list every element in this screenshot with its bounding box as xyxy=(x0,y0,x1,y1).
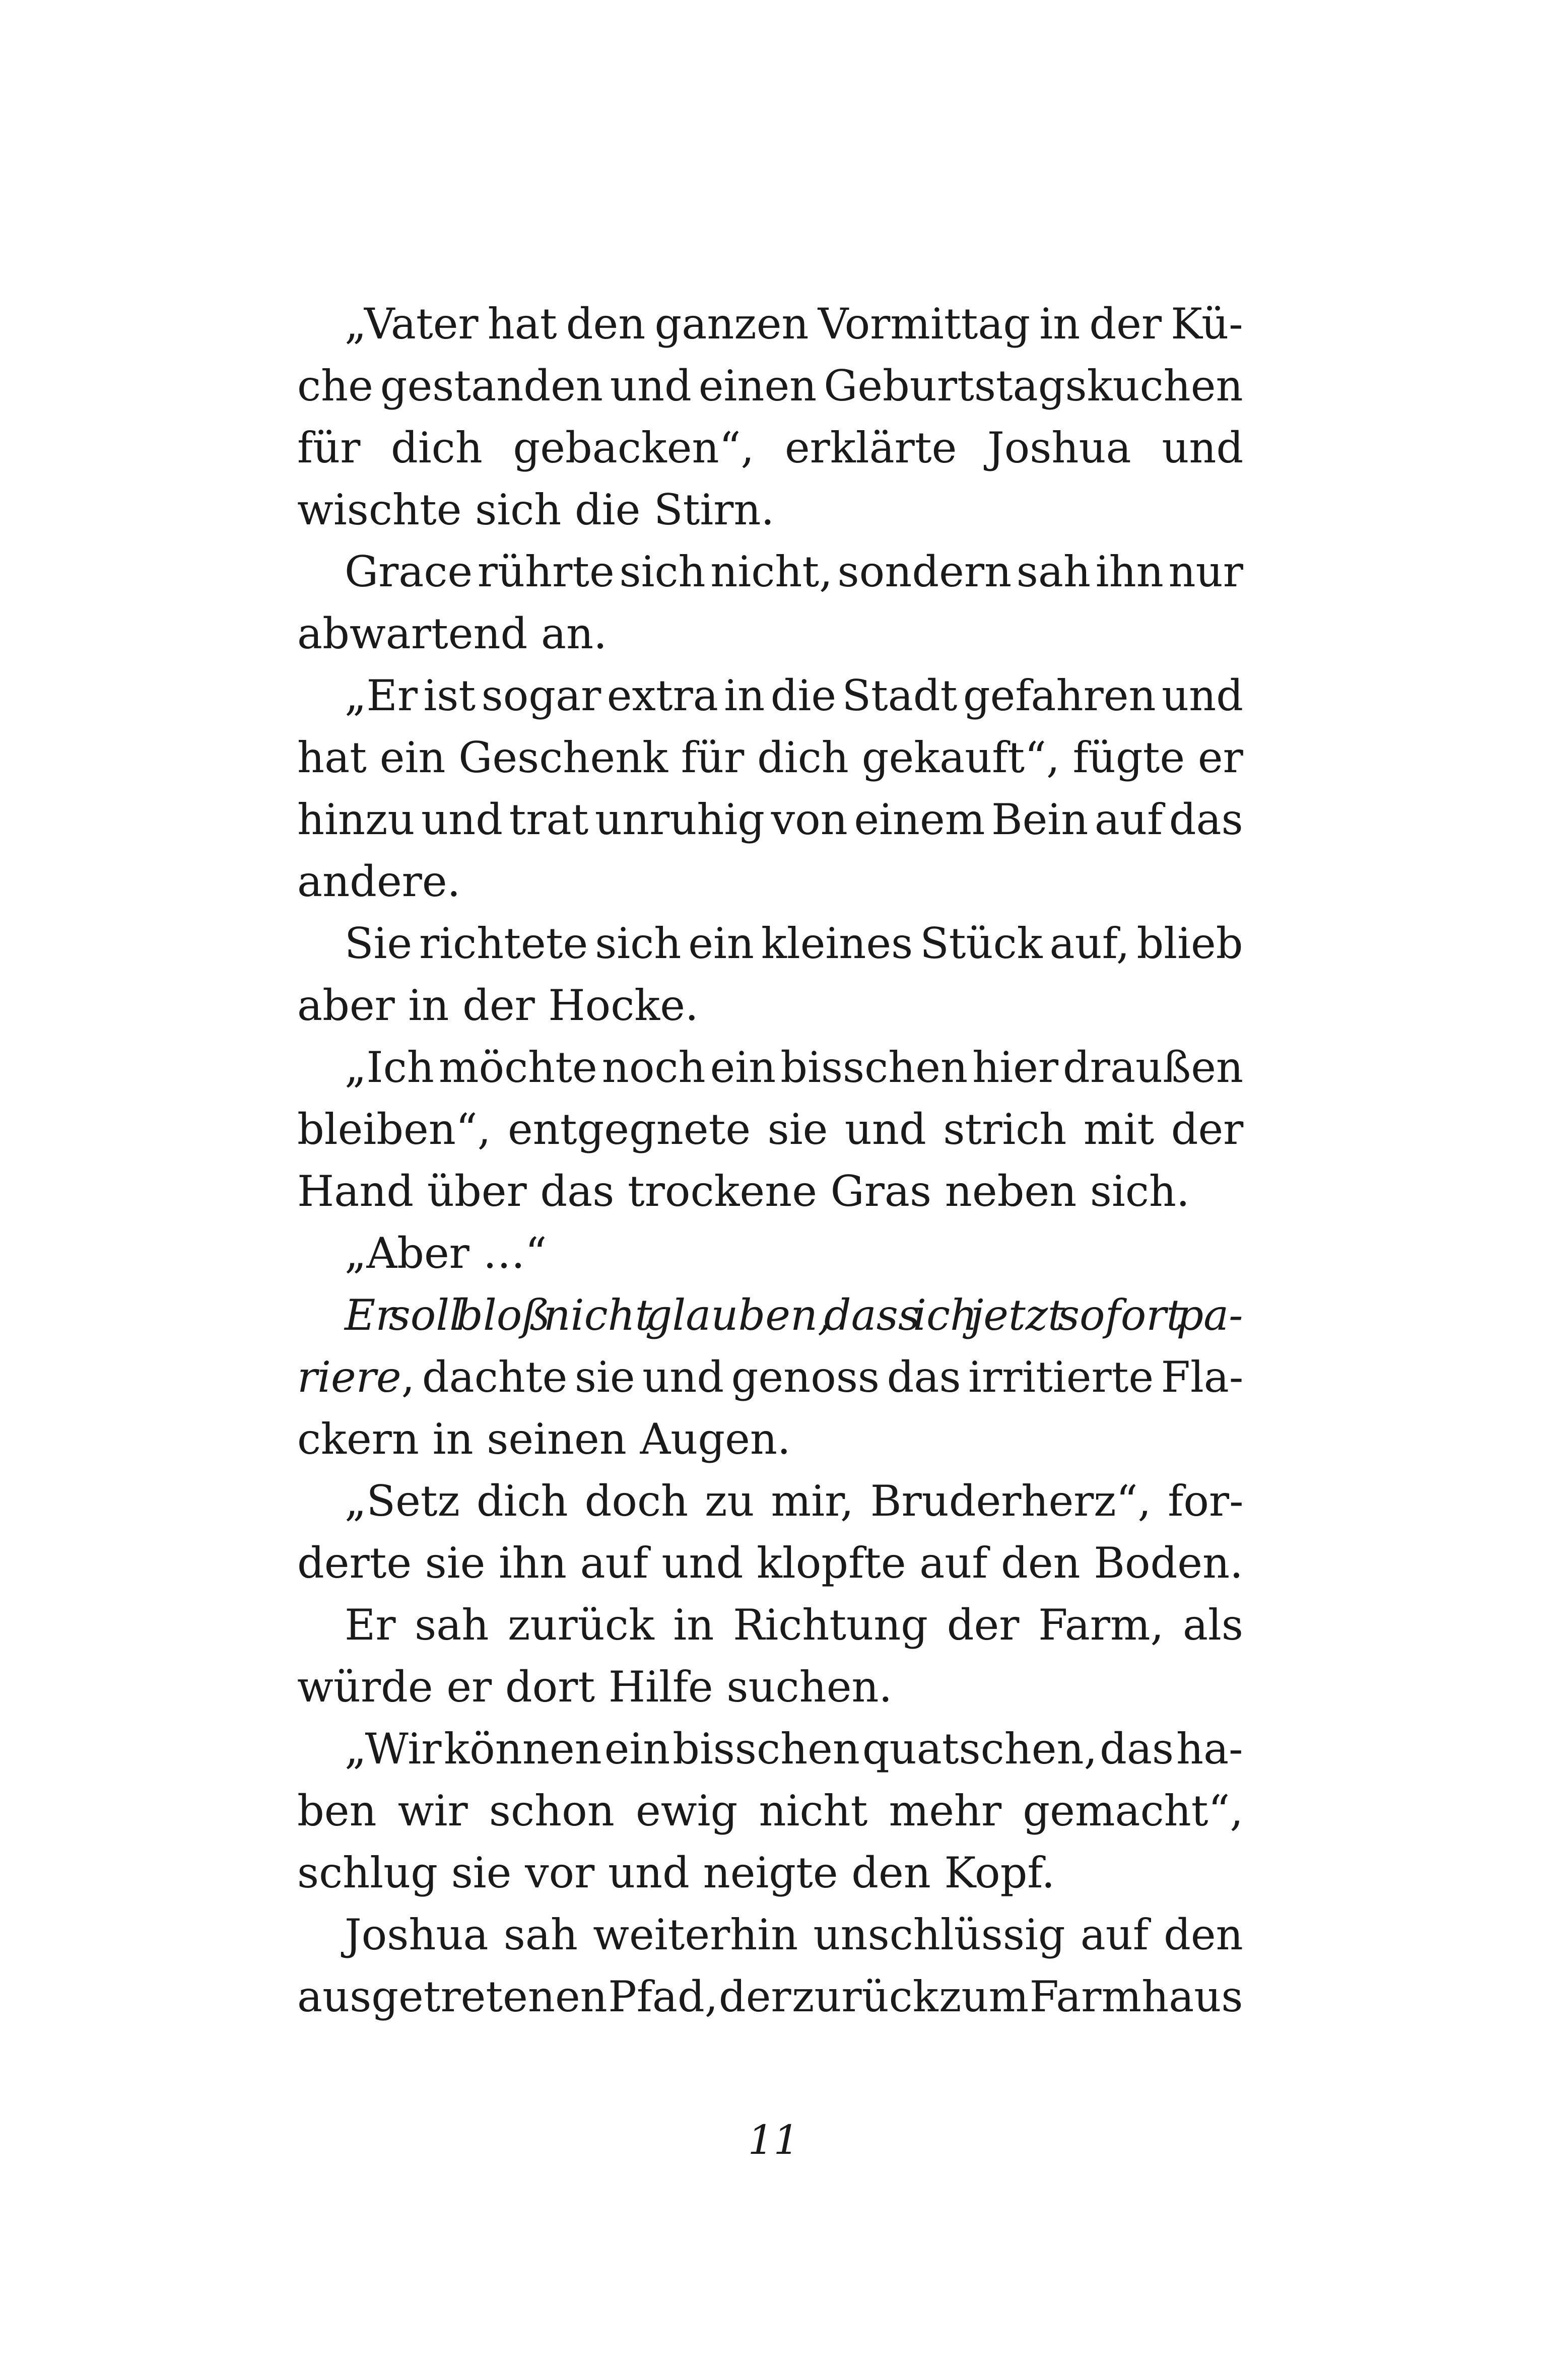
text-line xyxy=(297,293,1243,355)
line-text: „Er ist sogar extra in die Stadt gefahren und xyxy=(345,671,1243,720)
text-line xyxy=(297,1408,1243,1470)
text-line xyxy=(297,851,1243,913)
line-text: Grace rührte sich nicht, sondern sah ihn nur xyxy=(345,547,1243,596)
line-text: abwartend an. xyxy=(297,609,607,658)
text-line xyxy=(297,1532,1243,1594)
line-text: derte sie ihn auf und klopfte auf den Boden. xyxy=(297,1538,1243,1588)
text-line xyxy=(297,541,1243,603)
text-line xyxy=(297,1656,1243,1718)
text-line xyxy=(297,1222,1243,1284)
line-text: hat ein Geschenk für dich gekauft“, fügte er xyxy=(297,733,1243,782)
italic-text: riere xyxy=(297,1352,401,1402)
line-text: hinzu und trat unruhig von einem Bein auf das xyxy=(297,795,1243,844)
line-text: „Aber …“ xyxy=(345,1229,547,1278)
text-line xyxy=(297,1780,1243,1842)
body-text xyxy=(297,293,1243,2028)
line-text: „Wir können ein bisschen quatschen, das ha- xyxy=(345,1724,1243,1774)
line-text: wischte sich die Stirn. xyxy=(297,485,775,534)
line-text: für dich gebacken“, erklärte Joshua und xyxy=(297,423,1244,472)
italic-text: Er soll bloß nicht glauben, dass ich jetzt sofort pa- xyxy=(345,1290,1243,1340)
text-line xyxy=(297,603,1243,665)
line-text: Er sah zurück in Richtung der Farm, als xyxy=(345,1600,1244,1650)
page-number: 11 xyxy=(748,2117,799,2163)
text-line xyxy=(297,913,1243,975)
line-text: bleiben“, entgegnete sie und strich mit der xyxy=(297,1105,1244,1154)
text-line xyxy=(297,1037,1243,1099)
line-text: aber in der Hocke. xyxy=(297,981,699,1030)
line-text: würde er dort Hilfe suchen. xyxy=(297,1662,893,1712)
text-line xyxy=(297,1904,1243,1966)
line-text: Hand über das trockene Gras neben sich. xyxy=(297,1167,1190,1216)
text-line xyxy=(297,1470,1243,1532)
text-line xyxy=(297,665,1243,727)
text-line xyxy=(297,479,1243,541)
line-text: Joshua sah weiterhin unschlüssig auf den xyxy=(345,1910,1243,1959)
text-line xyxy=(297,727,1243,789)
line-text: , dachte sie und genoss das irritierte Fla- xyxy=(401,1352,1244,1402)
text-line xyxy=(297,1966,1243,2028)
text-line xyxy=(297,355,1243,417)
text-line xyxy=(297,1594,1243,1656)
line-text: schlug sie vor und neigte den Kopf. xyxy=(297,1848,1055,1897)
line-text: che gestanden und einen Geburtstagskuchen xyxy=(297,361,1243,411)
text-line xyxy=(297,789,1243,851)
text-line xyxy=(297,1099,1243,1161)
text-line xyxy=(297,1718,1243,1780)
line-text: Sie richtete sich ein kleines Stück auf, blieb xyxy=(345,919,1243,968)
line-text: ckern in seinen Augen. xyxy=(297,1414,791,1464)
line-text: „Vater hat den ganzen Vormittag in der Kü- xyxy=(345,299,1243,349)
text-line xyxy=(297,1842,1243,1904)
text-line xyxy=(297,1346,1243,1408)
line-text: andere. xyxy=(297,857,461,906)
line-text: ben wir schon ewig nicht mehr gemacht“, xyxy=(297,1786,1244,1835)
line-text: „Ich möchte noch ein bisschen hier draußen xyxy=(345,1043,1244,1092)
text-line xyxy=(297,1284,1243,1346)
text-line xyxy=(297,975,1243,1037)
text-line xyxy=(297,417,1243,479)
line-text: ausgetretenen Pfad, der zurück zum Farmhaus xyxy=(297,1972,1243,2021)
line-text: „Setz dich doch zu mir, Bruderherz“, for- xyxy=(345,1476,1244,1526)
text-line xyxy=(297,1161,1243,1222)
